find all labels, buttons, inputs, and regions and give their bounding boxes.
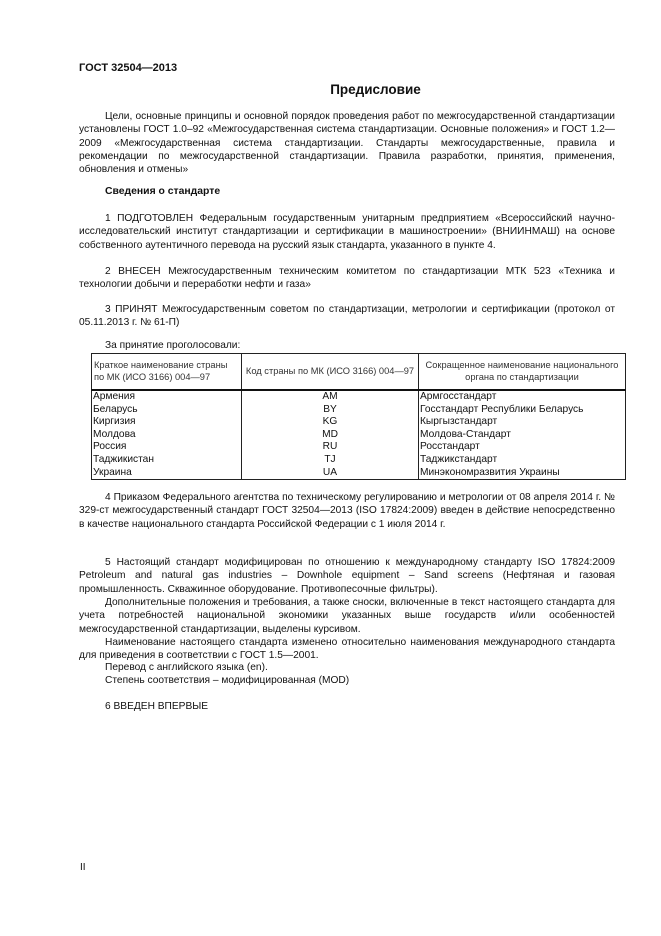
translation-note: Перевод с английского языка (en). [105,662,268,673]
votes-caption: За принятие проголосовали: [105,340,241,351]
table-row [92,441,626,454]
item-4 [79,491,615,531]
item-4-text: 4 Приказом Федерального агентства по техническому регулированию и метрологии от 08 апреля 2014 г. № 329-ст межгосударственный стандарт ГОСТ 32504—2013 (ISO 17824:2009) введен в действие непосредственно в качестве национального стандарта Российской Федерации с 1 июля 2014 г. [79,492,615,530]
country-name: Таджикистан [92,454,242,467]
table-row [92,416,626,429]
country-name: Армения [92,390,242,404]
country-code: MD [242,429,419,442]
page-title: Предисловие [330,82,421,97]
table-header-row [92,354,626,391]
intro-text: Цели, основные принципы и основной порядок проведения работ по межгосударственной стандартизации установлены ГОСТ 1.0–92 «Межгосударственная система стандартизации. Основные положения» и ГОСТ 1.2—2009 «Межгосударственная система стандартизации. Стандарты межгосударственные, правила и рекомендации по межгосударственной стандартизации. Правила разработки, принятия, применения, обновления и отмены» [79,111,615,176]
country-name: Украина [92,467,242,480]
country-code: KG [242,416,419,429]
table-row [92,390,626,404]
country-code: BY [242,404,419,417]
item-5-additional-text: Дополнительные положения и требования, а также сноски, включенные в текст настоящего стандарта для учета потребностей национальной экономики указанных выше государств и/или особенностей межгосударственной стандартизации, выделены курсивом. [79,597,615,635]
standards-body: Кыргызстандарт [419,416,626,429]
item-5-name-change [79,636,615,663]
table-row [92,429,626,442]
country-code: RU [242,441,419,454]
table-row [92,454,626,467]
country-name: Россия [92,441,242,454]
country-name: Беларусь [92,404,242,417]
item-5-additional [79,596,615,636]
standards-body: Таджикстандарт [419,454,626,467]
item-2-text: 2 ВНЕСЕН Межгосударственным техническим комитетом по стандартизации МТК 523 «Техника и технологии добычи и переработки нефти и газа» [79,266,615,291]
document-code: ГОСТ 32504—2013 [79,62,178,74]
intro-paragraph [79,110,615,176]
country-name: Молдова [92,429,242,442]
standards-body: Росстандарт [419,441,626,454]
standards-body: Минэкономразвития Украины [419,467,626,480]
conformity-degree: Степень соответствия – модифицированная (MOD) [105,675,350,686]
item-1-text: 1 ПОДГОТОВЛЕН Федеральным государственным унитарным предприятием «Всероссийский научно-исследовательский институт стандартизации и сертификации в машиностроении» (ВНИИНМАШ) на основе собственного аутентичного перевода на русский язык стандарта, указанного в пункте 4. [79,213,615,251]
country-code: AM [242,390,419,404]
standards-body: Армгосстандарт [419,390,626,404]
item-5-text: 5 Настоящий стандарт модифицирован по отношению к международному стандарту ISO 17824:2009 Petroleum and natural gas industries – Downhole equipment – Sand screens (Нефтяная и газовая промышленность. Скважинное оборудование. Противопесочные фильтры). [79,557,615,595]
item-5 [79,556,615,596]
item-5-name-change-text: Наименование настоящего стандарта изменено относительно наименования международного стандарта для приведения в соответствии с ГОСТ 1.5—2001. [79,637,615,662]
country-code: UA [242,467,419,480]
item-2 [79,265,615,292]
standards-body: Госстандарт Республики Беларусь [419,404,626,417]
country-name: Киргизия [92,416,242,429]
table-row [92,404,626,417]
country-code: TJ [242,454,419,467]
item-1 [79,212,615,252]
item-3 [79,303,615,330]
header-country-code: Код страны по МК (ИСО 3166) 004—97 [242,354,419,391]
table-row [92,467,626,480]
standards-body: Молдова-Стандарт [419,429,626,442]
page-number: II [80,862,86,873]
votes-table [91,353,626,480]
header-standards-body: Сокращенное наименование национального органа по стандартизации [419,354,626,391]
header-country-name: Краткое наименование страны по МК (ИСО 3166) 004—97 [92,354,242,391]
item-3-text: 3 ПРИНЯТ Межгосударственным советом по стандартизации, метрологии и сертификации (протокол от 05.11.2013 г. № 61-П) [79,304,615,329]
item-6: 6 ВВЕДЕН ВПЕРВЫЕ [105,701,209,712]
section-heading: Сведения о стандарте [105,186,221,197]
